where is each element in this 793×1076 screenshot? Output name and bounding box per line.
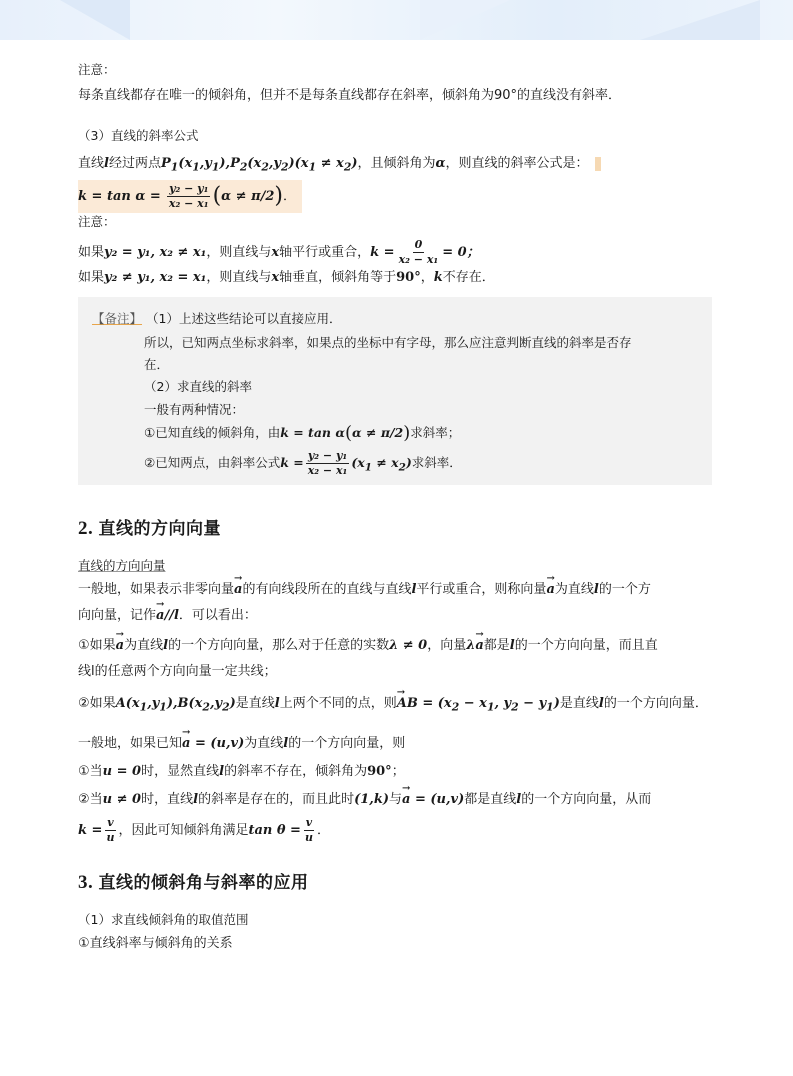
slope-formula-intro: 直线l经过两点$P_1(x_1,y_1),P_2(x_2,y_2)(x_1 \ne x_2)$，且倾斜角为α，则直线的斜率公式是：: [78, 154, 601, 178]
slope-formula: k = tan α = $\frac{\text{y₂ − y₁}}{\text{x₂ − x₁}}$ (α ≠ π/2)．: [78, 180, 302, 210]
remark-line-5: 一般有两种情况：: [144, 402, 245, 417]
section-3-title: 3. 直线的倾斜角与斜率的应用: [78, 872, 309, 893]
direction-vector-def-2: 向向量，记作→ a//l．可以看出：: [78, 606, 257, 626]
remark-tag: 【备注】: [92, 311, 143, 326]
remark-box: [78, 297, 712, 485]
case-u-zero: ①当u = 0时，显然直线l的斜率不存在，倾斜角为90°；: [78, 764, 405, 779]
header-decoration-band: [0, 0, 793, 40]
property-2: ②如果$A(x_1,y_1),B(x_2,y_2)$是直线l上两个不同的点，则→ AB = ($x_2 - x_1$, $y_2 - y_1$)是直线l的一个方向向量．: [78, 694, 708, 718]
property-1-line-2: 线l的任意两个方向向量一定共线；: [78, 664, 277, 679]
remark-line-6: ①已知直线的倾斜角，由k = tan α(α ≠ π/2)求斜率；: [144, 422, 461, 444]
case-u-nonzero: ②当u ≠ 0时，直线l的斜率是存在的，而且此时(1,k)与→ a = (u,v)都是直线l的一个方向向量，从而: [78, 790, 651, 810]
note-label: 注意：: [78, 62, 116, 77]
slope-from-vector: k = $\frac{v}{u}$ ，因此可知倾斜角满足tan θ = $\frac{v}{u}$ ．: [78, 816, 330, 844]
remark-line-3: 在．: [144, 357, 170, 372]
case-vertical: 如果y₂ ≠ y₁, x₂ = x₁，则直线与x轴垂直，倾斜角等于90°，k不存在．: [78, 270, 495, 285]
section-3-item-1: ①直线斜率与倾斜角的关系: [78, 936, 233, 951]
remark-line-1: （1）上述这些结论可以直接应用．: [146, 311, 342, 326]
case-horizontal: 如果y₂ = y₁, x₂ ≠ x₁，则直线与x轴平行或重合，k = $\frac{0}{\text{x₂ − x₁}}$ = 0；: [78, 238, 480, 266]
note-label-2: 注意：: [78, 214, 116, 229]
general-statement: 一般地，如果已知→ a = (u,v)为直线l的一个方向向量，则: [78, 734, 405, 754]
section-2-subtitle: 直线的方向向量: [78, 558, 166, 573]
property-1-line-1: ①如果→ a为直线l的一个方向向量，那么对于任意的实数λ ≠ 0，向量λ→ a都是l的一个方向向量，而且直: [78, 636, 658, 656]
direction-vector-def-1: 一般地，如果表示非零向量→ a的有向线段所在的直线与直线l平行或重合，则称向量→ a为直线l的一个方: [78, 580, 651, 600]
section-3-subtitle: （1）求直线倾斜角的取值范围: [78, 912, 249, 927]
remark-line-2: 所以，已知两点坐标求斜率，如果点的坐标中有字母，那么应注意判断直线的斜率是否存: [144, 335, 632, 350]
remark-line-7: ②已知两点，由斜率公式k = $\frac{\text{y₂ − y₁}}{\text{x₂ − x₁}}$ $(x_1 \ne x_2)$求斜率．: [144, 449, 462, 477]
remark-line-4: （2）求直线的斜率: [144, 379, 252, 394]
note-text: 每条直线都存在唯一的倾斜角，但并不是每条直线都存在斜率，倾斜角为90°的直线没有斜率．: [78, 88, 622, 103]
section-2-title: 2. 直线的方向向量: [78, 518, 221, 539]
subsection-title: （3）直线的斜率公式: [78, 128, 199, 143]
